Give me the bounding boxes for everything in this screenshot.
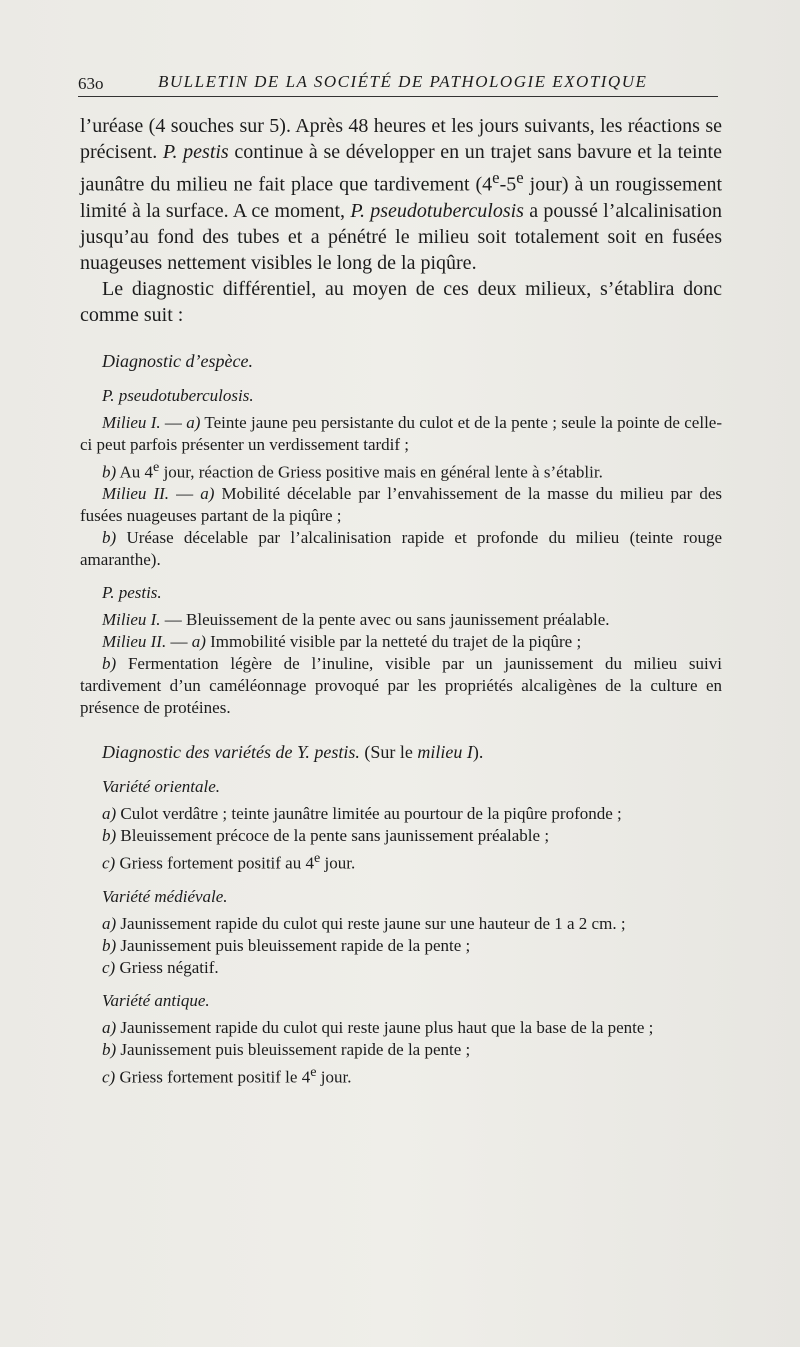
- orientale-b: b) Bleuissement précoce de la pente sans jaunissement préalable ;: [102, 826, 550, 846]
- pestis-milieu-2-a: Milieu II. — a) Immobilité visible par la netteté du trajet de la piqûre ;: [102, 632, 582, 652]
- subheading-variete-orientale: Variété orientale.: [102, 777, 221, 797]
- antique-c: c) Griess fortement positif le 4e jour.: [102, 1063, 352, 1087]
- running-title: BULLETIN DE LA SOCIÉTÉ DE PATHOLOGIE EXOTIQUE: [158, 72, 648, 91]
- antique-b: b) Jaunissement puis bleuissement rapide de la pente ;: [102, 1039, 471, 1059]
- medievale-b: b) Jaunissement puis bleuissement rapide de la pente ;: [102, 935, 471, 955]
- intro-paragraph-2: Le diagnostic différentiel, au moyen de ces deux milieux, s’établira donc comme suit :: [80, 277, 722, 326]
- page-body: [80, 113, 722, 1089]
- section-heading-species: Diagnostic d’espèce.: [102, 350, 253, 371]
- pseudo-milieu-1-a: Milieu I. — a) Teinte jaune peu persistante du culot et de la pente ; seule la pointe de celle-ci peut parfois présenter un verdissement tardif ;: [80, 412, 723, 454]
- pseudo-milieu-2-b: b) Uréase décelable par l’alcalinisation rapide et profonde du milieu (teinte rouge amaranthe).: [80, 528, 722, 570]
- page-header: [78, 72, 718, 97]
- subheading-variete-antique: Variété antique.: [102, 990, 210, 1010]
- intro-paragraph-1: l’uréase (4 souches sur 5). Après 48 heures et les jours suivants, les réactions se précisent. P. pestis continue à se développer en un trajet sans bavure et la teinte jaunâtre du milieu ne fait place que tardivement (4e-5e jour) à un rougissement limité à la surface. A ce moment, P. pseudotuberculosis a poussé l’alcalinisation jusqu’au fond des tubes et a pénétré le milieu soit totalement soit en fusées nuageuses nettement visibles le long de la piqûre.: [80, 115, 723, 274]
- subheading-variete-medievale: Variété médiévale.: [102, 886, 228, 906]
- medievale-a: a) Jaunissement rapide du culot qui reste jaune sur une hauteur de 1 a 2 cm. ;: [102, 913, 626, 933]
- page-number: 63o: [78, 74, 104, 93]
- pestis-milieu-1: Milieu I. — Bleuissement de la pente avec ou sans jaunissement préalable.: [102, 610, 610, 630]
- medievale-c: c) Griess négatif.: [102, 957, 219, 977]
- orientale-c: c) Griess fortement positif au 4e jour.: [102, 850, 356, 873]
- pseudo-milieu-1-b: b) Au 4e jour, réaction de Griess positive mais en général lente à s’établir.: [102, 458, 603, 482]
- pseudo-milieu-2-a: Milieu II. — a) Mobilité décelable par l’envahissement de la masse du milieu par des fusées nuageuses partant de la piqûre ;: [80, 484, 722, 526]
- subheading-pseudotuberculosis: P. pseudotuberculosis.: [102, 385, 254, 405]
- subheading-pestis: P. pestis.: [102, 583, 162, 603]
- antique-a: a) Jaunissement rapide du culot qui reste jaune plus haut que la base de la pente ;: [102, 1017, 654, 1037]
- section-heading-varieties: Diagnostic des variétés de Y. pestis. (Sur le milieu I).: [102, 742, 484, 763]
- pestis-milieu-2-b: b) Fermentation légère de l’inuline, visible par un jaunissement du milieu suivi tardivement d’un caméléonnage provoqué par les propriétés alcaligènes de la culture en présence de protéines.: [80, 654, 722, 718]
- orientale-a: a) Culot verdâtre ; teinte jaunâtre limitée au pourtour de la piqûre profonde ;: [102, 804, 622, 824]
